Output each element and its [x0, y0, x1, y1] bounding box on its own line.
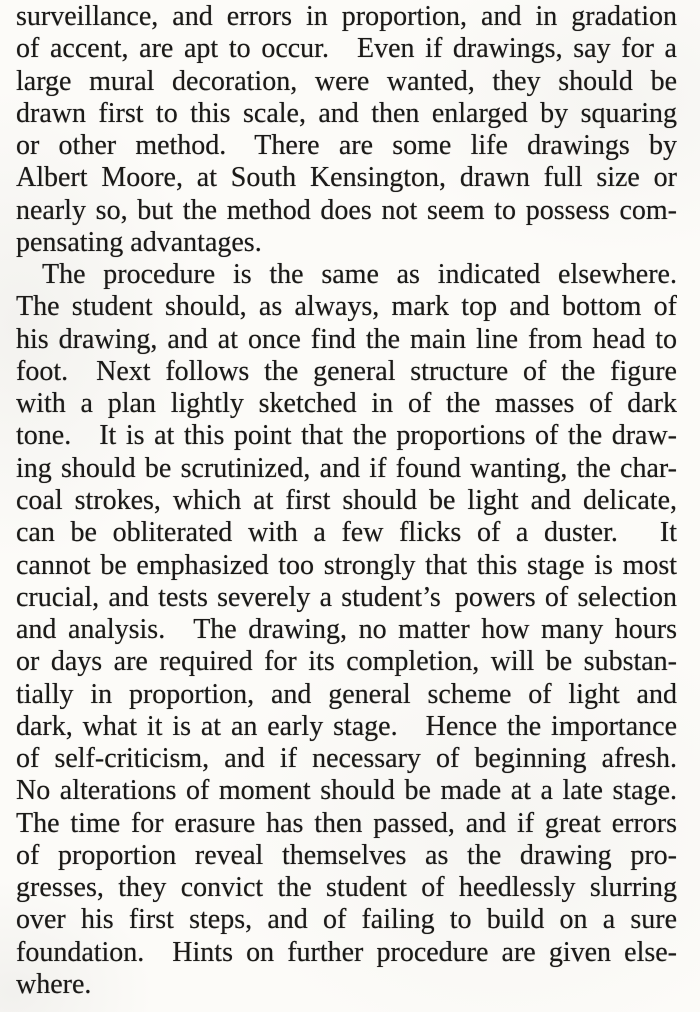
text-line: ing should be scrutinized, and if found wanting, the char-	[16, 452, 677, 484]
text-line: No alterations of moment should be made at a late stage.	[16, 775, 677, 807]
text-line: foundation. Hints on further procedure are given else-	[16, 936, 677, 968]
text-line: tially in proportion, and general scheme of light and	[16, 678, 677, 710]
text-line: of accent, are apt to occur. Even if drawings, say for a	[16, 33, 677, 65]
text-line: surveillance, and errors in proportion, and in gradation	[16, 1, 677, 32]
text-line: or other method. There are some life drawings by	[16, 130, 677, 162]
text-line: with a plan lightly sketched in of the masses of dark	[16, 388, 677, 420]
text-line: foot. Next follows the general structure of the figure	[16, 355, 677, 387]
text-line: of self-criticism, and if necessary of beginning afresh.	[16, 743, 677, 775]
text-line: tone. It is at this point that the proportions of the draw-	[16, 420, 677, 452]
paragraph	[16, 259, 677, 1001]
text-line: crucial, and tests severely a student’s powers of selection	[16, 581, 677, 613]
page-text-block	[16, 1, 677, 1001]
text-line: his drawing, and at once find the main line from head to	[16, 323, 677, 355]
text-line: nearly so, but the method does not seem to possess com-	[16, 194, 677, 226]
text-line: pensating advantages.	[16, 226, 262, 258]
text-line: or days are required for its completion, will be substan-	[16, 646, 677, 678]
text-line: over his first steps, and of failing to build on a sure	[16, 904, 677, 936]
text-line: The time for erasure has then passed, and if great errors	[16, 807, 677, 839]
text-line: cannot be emphasized too strongly that this stage is most	[16, 549, 677, 581]
text-line: where.	[16, 968, 92, 1000]
text-line: large mural decoration, were wanted, they should be	[16, 65, 677, 97]
text-line: gresses, they convict the student of heedlessly slurring	[16, 872, 677, 904]
text-line: can be obliterated with a few flicks of a duster. It	[16, 517, 677, 549]
text-line: coal strokes, which at first should be light and delicate,	[16, 484, 677, 516]
paragraph	[16, 1, 677, 259]
text-line: The procedure is the same as indicated elsewhere.	[42, 259, 677, 291]
text-line: and analysis. The drawing, no matter how many hours	[16, 614, 677, 646]
text-line: dark, what it is at an early stage. Hence the importance	[16, 710, 677, 742]
text-line: The student should, as always, mark top and bottom of	[16, 291, 677, 323]
text-line: Albert Moore, at South Kensington, drawn full size or	[16, 162, 677, 194]
text-line: of proportion reveal themselves as the drawing pro-	[16, 839, 677, 871]
text-line: drawn first to this scale, and then enlarged by squaring	[16, 97, 677, 129]
